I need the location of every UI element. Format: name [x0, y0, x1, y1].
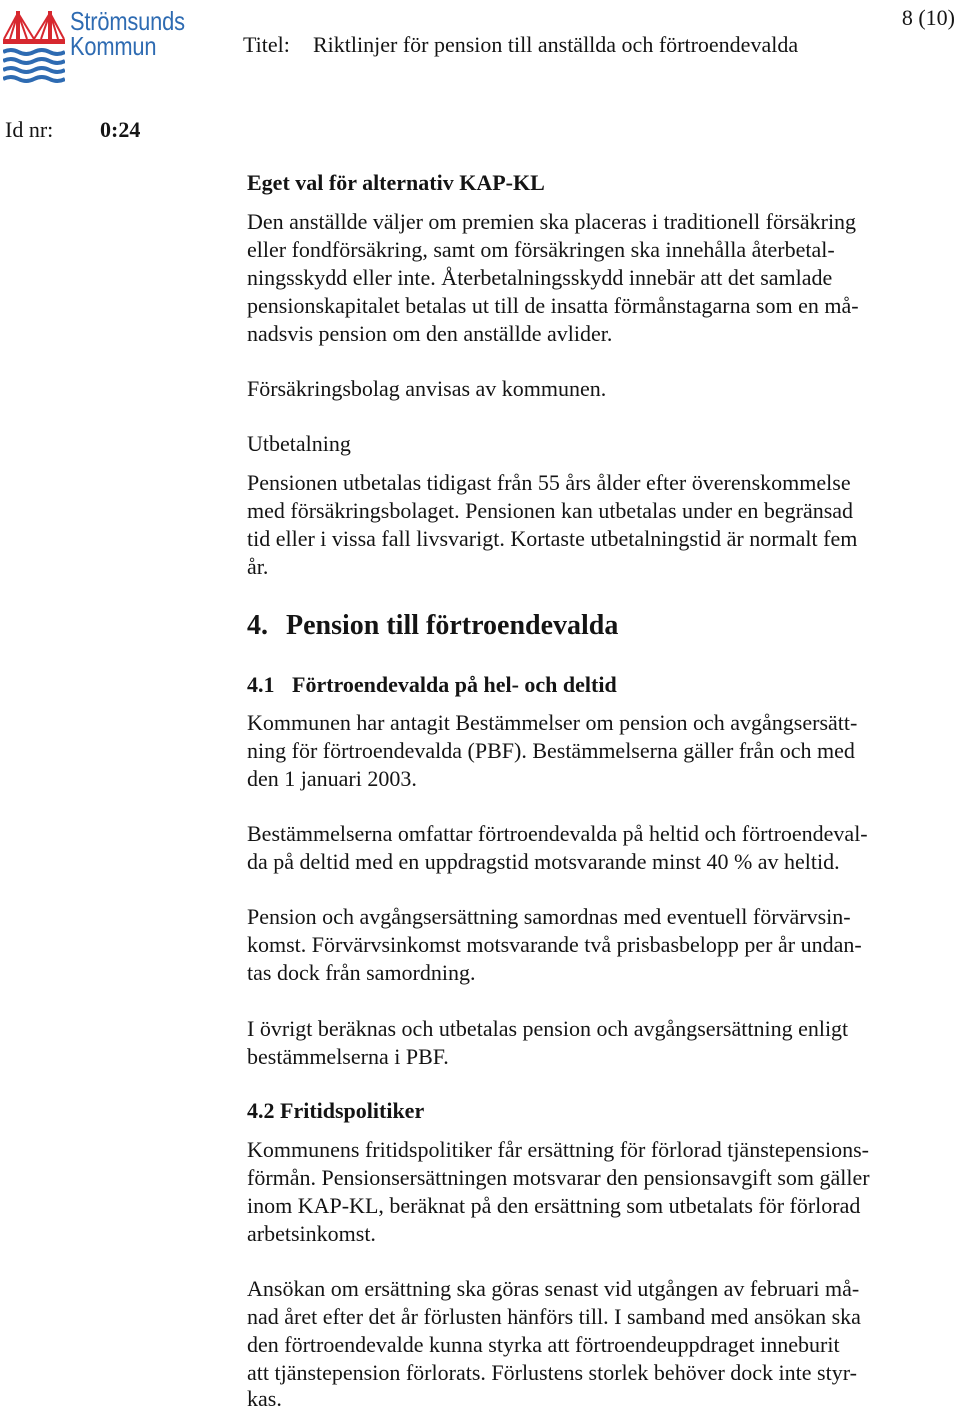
paragraph: [247, 1015, 956, 1071]
text-line: arbetsinkomst.: [247, 1221, 376, 1246]
id-value: 0:24: [100, 117, 141, 142]
municipal-logo-icon: [3, 6, 65, 86]
paragraph: [247, 709, 956, 793]
text-line: tas dock från samordning.: [247, 960, 476, 985]
subsection-number: 4.2: [247, 1098, 275, 1123]
paragraph: [247, 469, 956, 581]
text-line: da på deltid med en uppdragstid motsvarande minst 40 % av heltid.: [247, 849, 840, 874]
document-title: Riktlinjer för pension till anställda och förtroendevalda: [313, 32, 799, 57]
title-label: Titel:: [243, 32, 290, 57]
bridge-cables: [4, 13, 64, 39]
chapter-title: Pension till förtroendevalda: [286, 610, 619, 641]
subsection-number: 4.1: [247, 672, 275, 697]
text-line: att tjänstepension förlorats. Förlustens storlek behöver dock inte styr-: [247, 1360, 857, 1385]
text-line: Kommunen har antagit Bestämmelser om pension och avgångsersätt-: [247, 710, 858, 735]
text-line: nad året efter det år förlusten hänförs till. I samband med ansökan ska: [247, 1304, 861, 1329]
text-line: bestämmelserna i PBF.: [247, 1044, 449, 1069]
subsection-title: Förtroendevalda på hel- och deltid: [292, 672, 617, 697]
text-line: Pension och avgångsersättning samordnas med eventuell förvärvsin-: [247, 904, 851, 929]
bridge-shape: [3, 11, 65, 44]
text-line: Pensionen utbetalas tidigast från 55 års ålder efter överenskommelse: [247, 470, 851, 495]
wave-stripes: [3, 50, 65, 81]
text-line: Bestämmelserna omfattar förtroendevalda på heltid och förtroendeval-: [247, 821, 868, 846]
text-line: eller fondförsäkring, samt om försäkringen ska innehålla återbetal-: [247, 237, 835, 262]
heading-eget-val: [247, 169, 956, 197]
paragraph: [247, 375, 956, 403]
paragraph: [247, 1136, 956, 1248]
text-line: Den anställde väljer om premien ska placeras i traditionell försäkring: [247, 209, 857, 234]
text-line: den 1 januari 2003.: [247, 766, 417, 791]
text-line: tid eller i vissa fall livsvarigt. Kortaste utbetalningstid är normalt fem: [247, 526, 858, 551]
subsection-heading-4-1: [247, 671, 956, 699]
text-line: ning för förtroendevalda (PBF). Bestämmelserna gäller från och med: [247, 738, 855, 763]
chapter-heading: [247, 608, 956, 644]
text-line: förmån. Pensionsersättningen motsvarar den pensionsavgift som gäller: [247, 1165, 870, 1190]
text-line: nadsvis pension om den anställde avlider.: [247, 321, 613, 346]
text-line: pensionskapitalet betalas ut till de insatta förmånstagarna som en må-: [247, 293, 859, 318]
paragraph: [247, 903, 956, 987]
text-line: Försäkringsbolag anvisas av kommunen.: [247, 376, 607, 401]
paragraph: [247, 1275, 956, 1411]
subsection-title: Fritidspolitiker: [280, 1098, 425, 1123]
text-line: I övrigt beräknas och utbetalas pension och avgångsersättning enligt: [247, 1016, 849, 1041]
text-line: Ansökan om ersättning ska göras senast vid utgången av februari må-: [247, 1276, 860, 1301]
text-line: Kommunens fritidspolitiker får ersättning för förlorad tjänstepensions-: [247, 1137, 869, 1162]
text-line: den förtroendevalde kunna styrka att förtroendeuppdraget inneburit: [247, 1332, 840, 1357]
section-heading: Eget val för alternativ KAP-KL: [247, 170, 545, 195]
subsection-heading-4-2: [247, 1097, 956, 1125]
paragraph: [247, 820, 956, 876]
section-heading: Utbetalning: [247, 431, 351, 456]
paragraph: [247, 208, 956, 348]
text-line: år.: [247, 554, 269, 579]
id-label: Id nr:: [5, 117, 54, 142]
heading-utbetalning: [247, 430, 956, 458]
text-line: kas.: [247, 1386, 282, 1411]
logo-name-line1: Strömsunds: [70, 6, 185, 36]
text-line: komst. Förvärvsinkomst motsvarande två prisbasbelopp per år undan-: [247, 932, 862, 957]
chapter-number: 4.: [247, 610, 268, 641]
text-line: ningsskydd eller inte. Återbetalningsskydd innebär att det samlade: [247, 265, 833, 290]
text-line: inom KAP-KL, beräknat på den ersättning som utbetalats för förlorad: [247, 1193, 861, 1218]
logo-name-line2: Kommun: [70, 31, 157, 61]
page-number: 8 (10): [901, 5, 955, 30]
text-line: med försäkringsbolaget. Pensionen kan utbetalas under en begränsad: [247, 498, 854, 523]
